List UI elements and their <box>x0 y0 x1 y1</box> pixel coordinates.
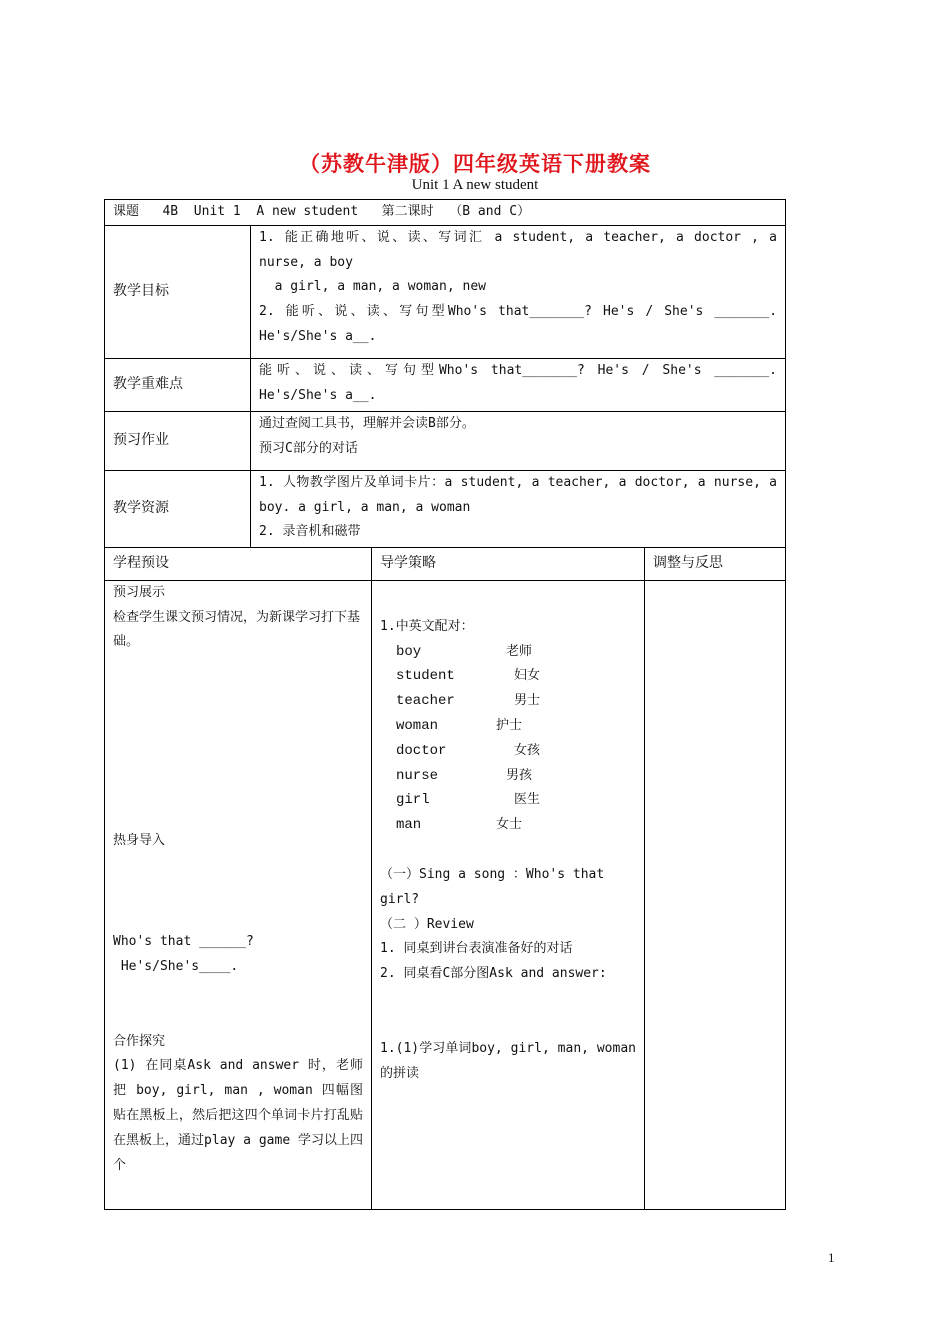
table-row-column-headers <box>105 547 786 580</box>
table-row-key-points <box>105 358 786 411</box>
match-en: girl <box>396 792 430 809</box>
reflection-cell <box>645 580 786 1209</box>
coop-text: (1) 在同桌Ask and answer 时，老师把 boy, girl, man , woman 四幅图贴在黑板上，然后把这四个单词卡片打乱贴在黑板上，通过play a game 学习以上四个 <box>113 1058 363 1173</box>
strategy-cell <box>372 580 645 1209</box>
match-zh: 男士 <box>514 693 541 709</box>
preview-line: 通过查阅工具书，理解并会读B部分。 <box>259 415 475 431</box>
resources-line: 2. 录音机和磁带 <box>259 524 361 540</box>
match-zh: 护士 <box>496 717 523 733</box>
column-header-reflection: 调整与反思 <box>645 547 786 580</box>
match-en: boy <box>396 643 422 660</box>
pattern-line: Who's that ______? <box>113 933 254 949</box>
match-pair <box>380 788 636 813</box>
preview-homework-label: 预习作业 <box>105 411 251 470</box>
document-subtitle: Unit 1 A new student <box>411 177 539 193</box>
match-pair <box>380 739 636 764</box>
resources-label: 教学资源 <box>105 470 251 547</box>
match-title: 1.中英文配对： <box>380 618 474 634</box>
match-pair <box>380 689 636 714</box>
preview-text: 检查学生课文预习情况，为新课学习打下基础。 <box>113 609 361 650</box>
document-title: （苏教牛津版）四年级英语下册教案 <box>299 151 651 176</box>
match-zh: 妇女 <box>514 668 541 684</box>
warmup-title: 热身导入 <box>113 833 166 849</box>
match-pair <box>380 714 636 739</box>
match-en: doctor <box>396 742 447 759</box>
step-review-1: 1. 同桌到讲台表演准备好的对话 <box>380 941 573 957</box>
topic-cell: 课题 4B Unit 1 A new student 第二课时 （B and C） <box>105 200 786 226</box>
match-pair <box>380 664 636 689</box>
table-row-objectives <box>105 225 786 358</box>
learn-words: 1.(1)学习单词boy, girl, man, woman的拼读 <box>380 1040 636 1081</box>
resources-line: 1. 人物教学图片及单词卡片：a student, a teacher, a doctor, a nurse, a boy. a girl, a man, a woman <box>259 474 778 515</box>
objective-line: 2. 能听、说、读、写句型Who's that_______? He's / She's _______. He's/She's a__. <box>259 304 778 344</box>
match-en: student <box>396 668 455 685</box>
step-review-2: 2. 同桌看C部分图Ask and answer: <box>380 966 607 982</box>
match-zh: 男孩 <box>506 767 533 783</box>
match-pair <box>380 640 636 665</box>
step-sing-song: （一）Sing a song ：Who's that girl? <box>380 866 605 907</box>
key-points-line: 能听、说、读、写句型Who's that_______? He's / She's _______. He's/She's a__. <box>259 362 778 403</box>
match-en: nurse <box>396 767 439 784</box>
key-points-label: 教学重难点 <box>105 358 251 411</box>
resources-content <box>251 470 786 547</box>
column-header-process: 学程预设 <box>105 547 372 580</box>
objectives-content <box>251 225 786 358</box>
table-row-resources <box>105 470 786 547</box>
match-list <box>380 640 636 838</box>
match-zh: 老师 <box>506 643 533 659</box>
lesson-plan-table <box>104 199 786 1210</box>
pattern-line: He's/She's____. <box>113 958 239 974</box>
coop-title: 合作探究 <box>113 1033 166 1049</box>
preview-homework-content <box>251 411 786 470</box>
match-en: woman <box>396 717 439 734</box>
objectives-label: 教学目标 <box>105 225 251 358</box>
preview-line: 预习C部分的对话 <box>259 440 358 456</box>
match-zh: 女孩 <box>514 742 541 758</box>
match-zh: 女士 <box>496 817 523 833</box>
table-row-preview-homework <box>105 411 786 470</box>
match-en: teacher <box>396 693 455 710</box>
key-points-content <box>251 358 786 411</box>
match-zh: 医生 <box>514 792 541 808</box>
preview-title: 预习展示 <box>113 584 166 600</box>
match-pair <box>380 813 636 838</box>
objective-line: 1. 能正确地听、说、读、写词汇 a student, a teacher, a doctor , a nurse, a boy <box>259 229 778 270</box>
match-pair <box>380 764 636 789</box>
process-cell <box>105 580 372 1209</box>
table-row-body <box>105 580 786 1209</box>
page-number: 1 <box>828 1250 835 1265</box>
objective-line: a girl, a man, a woman, new <box>259 279 486 295</box>
step-review: （二 ）Review <box>380 916 474 932</box>
column-header-strategy: 导学策略 <box>372 547 645 580</box>
match-en: man <box>396 817 422 834</box>
table-row-topic <box>105 200 786 226</box>
